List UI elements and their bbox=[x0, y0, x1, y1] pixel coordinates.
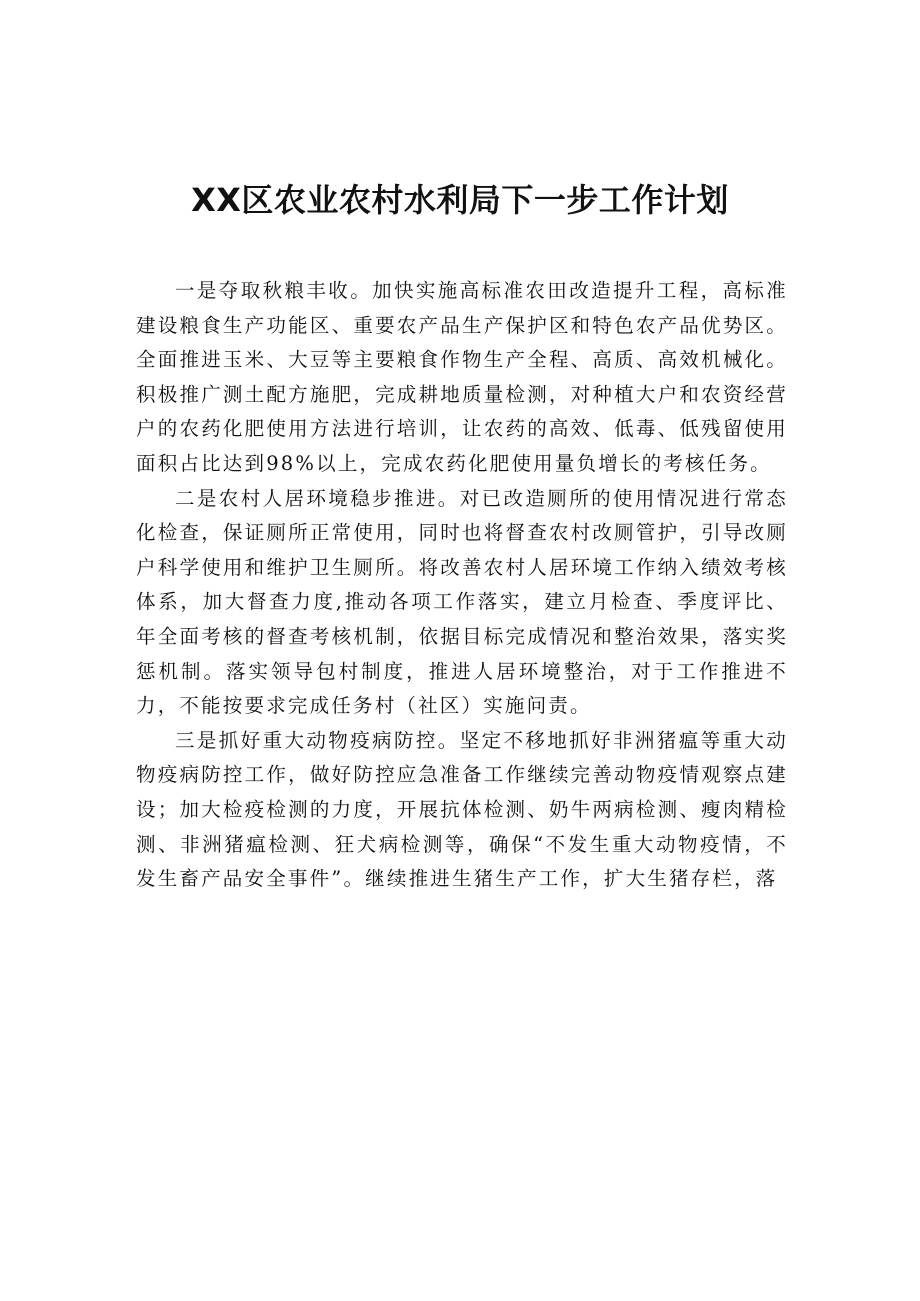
paragraph-autumn-grain-harvest: 一是夺取秋粮丰收。加快实施高标准农田改造提升工程，高标准建设粮食生产功能区、重要农产品生产保护区和特色农产品优势区。全面推进玉米、大豆等主要粮食作物生产全程、高质、高效机械化。积极推广测土配方施肥，完成耕地质量检测，对种植大户和农资经营户的农药化肥使用方法进行培训，让农药的高效、低毒、低残留使用面积占比达到98%以上，完成农药化肥使用量负增长的考核任务。 bbox=[136, 279, 788, 475]
paragraph-animal-disease-control: 三是抓好重大动物疫病防控。坚定不移地抓好非洲猪瘟等重大动物疫病防控工作，做好防控应急准备工作继续完善动物疫情观察点建设；加大检疫检测的力度，开展抗体检测、奶牛两病检测、瘦肉精检测、非洲猪瘟检测、狂犬病检测等，确保“不发生重大动物疫情，不发生畜产品安全事件”。继续推进生猪生产工作，扩大生猪存栏，落 bbox=[136, 728, 788, 891]
document-title: XX区农业农村水利局下一步工作计划 bbox=[191, 181, 729, 219]
document-body bbox=[136, 274, 788, 897]
paragraph-rural-living-environment: 二是农村人居环境稳步推进。对已改造厕所的使用情况进行常态化检查，保证厕所正常使用，同时也将督查农村改厕管护，引导改厕户科学使用和维护卫生厕所。将改善农村人居环境工作纳入绩效考核体系，加大督查力度,推动各项工作落实，建立月检查、季度评比、年全面考核的督查考核机制，依据目标完成情况和整治效果，落实奖惩机制。落实领导包村制度，推进人居环境整治，对于工作推进不力，不能按要求完成任务村（社区）实施问责。 bbox=[136, 486, 788, 718]
